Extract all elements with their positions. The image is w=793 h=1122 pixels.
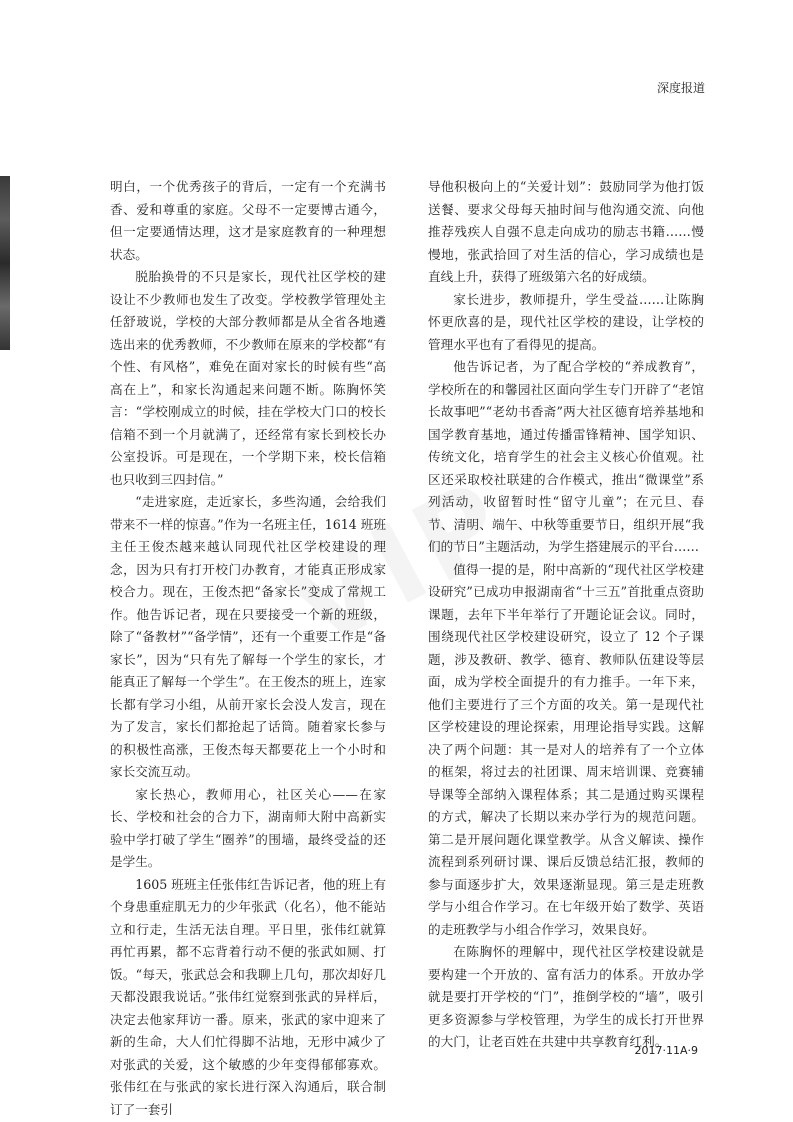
section-header: 深度报道 [656,81,705,95]
paragraph: 1605 班班主任张伟红告诉记者，他的班上有个身患重症肌无力的少年张武（化名），他不能站立和行走，生活无法自理。平日里，张伟红就算再忙再累，都不忘背着行动不便的张武如厕、打饭。“每天，张武总会和我聊上几句，那次却好几天都没跟我说话。”张伟红觉察到张武的异样后，决定去他家拜访一番。原来，张武的家中迎来了新的生命，大人们忙得脚不沾地，无形中减少了对张武的关爱，这个敏感的少年变得郁郁寡欢。张伟红在与张武的家长进行深入沟通后，联合制订了一套引 [110,876,386,1117]
paragraph: 家长热心，教师用心，社区关心——在家长、学校和社会的合力下，湖南师大附中高新实验中学打破了学生“圈养”的围墙，最终受益的还是学生。 [110,786,386,869]
left-column [110,176,386,1121]
right-column [428,176,704,1054]
paragraph: “走进家庭，走近家长，多些沟通，会给我们带来不一样的惊喜。”作为一名班主任，1614 班班主任王俊杰越来越认同现代社区学校建设的理念，因为只有打开校门办教育，才能真正形成家校合力。现在，王俊杰把“备家长”变成了常规工作。他告诉记者，现在只要接受一个新的班级，除了“备教材”“备学情”，还有一个重要工作是“备家长”，因为“只有先了解每一个学生的家长，才能真正了解每一个学生”。在王俊杰的班上，连家长都有学习小组，从前开家长会没人发言，现在为了发言，家长们都抢起了话筒。随着家长参与的积极性高涨，王俊杰每天都要花上一个小时和家长交流互动。 [110,494,386,779]
paragraph: 明白，一个优秀孩子的背后，一定有一个充满书香、爱和尊重的家庭。父母不一定要博古通今，但一定要通情达理，这才是家庭教育的一种理想状态。 [110,179,386,262]
paragraph: 家长进步，教师提升，学生受益……让陈胸怀更欣喜的是，现代社区学校的建设，让学校的管理水平也有了看得见的提高。 [428,291,704,352]
paragraph: 在陈胸怀的理解中，现代社区学校建设就是要构建一个开放的、富有活力的体系。开放办学就是要打开学校的“门”，推倒学校的“墙”，吸引更多资源参与学校管理，为学生的成长打开世界的大门，让老百姓在共建中共享教育红利。 [428,944,704,1049]
paragraph: 值得一提的是，附中高新的“现代社区学校建设研究”已成功申报湖南省“十三五”首批重点资助课题，去年下半年举行了开题论证会议。同时，围绕现代社区学校建设研究，设立了 12 个子课题，涉及教研、教学、德育、教师队伍建设等层面，成为学校全面提升的有力推手。一年下来，他们主要进行了三个方面的攻关。第一是现代社区学校建设的理论探索，用理论指导实践。这解决了两个问题：其一是对人的培养有了一个立体的框架，将过去的社团课、周末培训课、竞赛辅导课等全部纳入课程体系；其二是通过购买课程的方式，解决了长期以来办学行为的规范问题。第二是开展问题化课堂教学。从含义解读、操作流程到系列研讨课、课后反馈总结汇报，教师的参与面逐步扩大，效果逐渐显现。第三是走班教学与小组合作学习。在七年级开始了数学、英语的走班教学与小组合作学习，效果良好。 [428,561,704,937]
edge-photo-strip [0,176,10,350]
paragraph: 脱胎换骨的不只是家长，现代社区学校的建设让不少教师也发生了改变。学校教学管理处主任舒玻说，学校的大部分教师都是从全省各地遴选出来的优秀教师，不少教师在原来的学校都“有个性、有风格”，难免在面对家长的时候有些“高高在上”，和家长沟通起来问题不断。陈胸怀笑言：“学校刚成立的时候，挂在学校大门口的校长信箱不到一个月就满了，还经常有家长到校长办公室投诉。可是现在，一个学期下来，校长信箱也只收到三四封信。” [110,269,386,487]
paragraph: 导他积极向上的“关爱计划”：鼓励同学为他打饭送餐、要求父母每天抽时间与他沟通交流、向他推荐残疾人自强不息走向成功的励志书籍……慢慢地，张武拾回了对生活的信心，学习成绩也是直线上升，获得了班级第六名的好成绩。 [428,179,704,284]
paragraph: 他告诉记者，为了配合学校的“养成教育”，学校所在的和馨园社区面向学生专门开辟了“老馆长故事吧”“老幼书香斋”两大社区德育培养基地和国学教育基地，通过传播雷锋精神、国学知识、传统文化，培育学生的社会主义核心价值观。社区还采取校社联建的合作模式，推出“微课堂”系列活动，收留暂时性“留守儿童”；在元旦、春节、清明、端午、中秋等重要节日，组织开展“我们的节日”主题活动，为学生搭建展示的平台…… [428,359,704,554]
page-number: 2017·11A·9 [634,1044,698,1057]
